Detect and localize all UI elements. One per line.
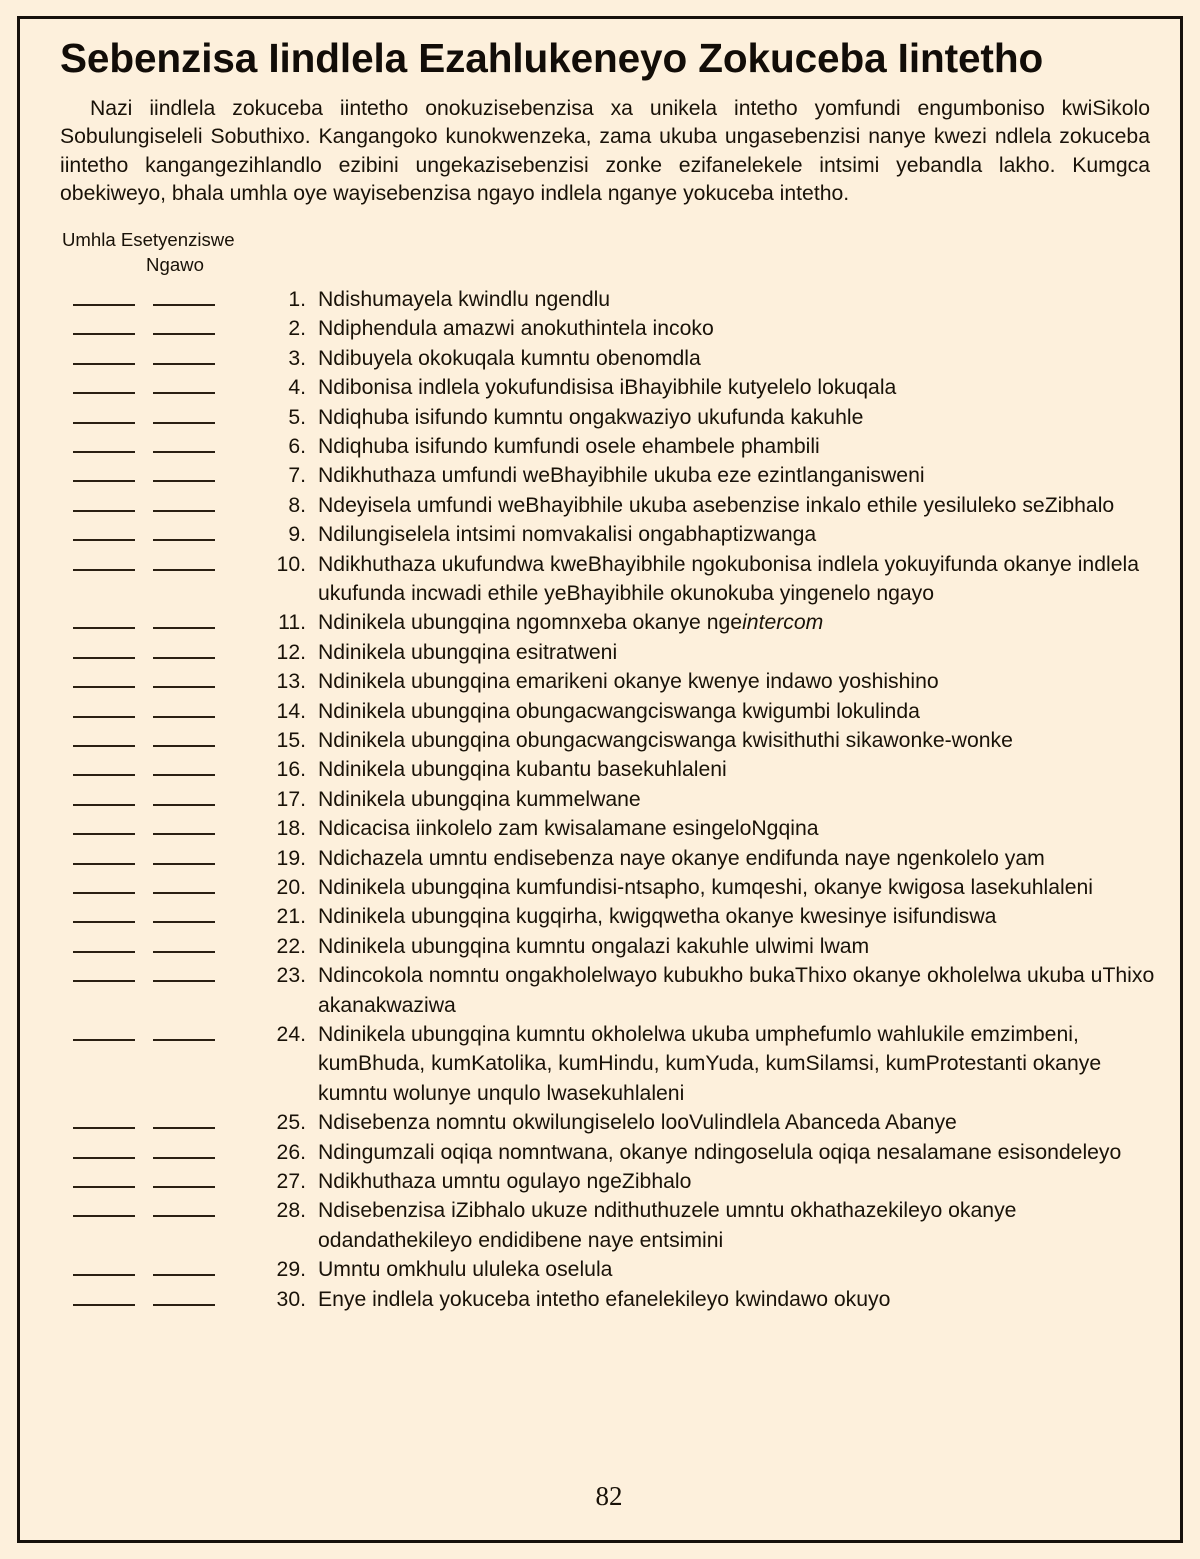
item-text: Ndinikela ubungqina kumfundisi-ntsapho, kumqeshi, okanye kwigosa lasekuhlaleni: [318, 876, 1093, 900]
date-blank-group[interactable]: [60, 961, 260, 982]
page-content: [60, 37, 1158, 1530]
checklist-row: [60, 432, 1158, 461]
item-text: Ndinikela ubungqina kumntu okholelwa ukuba umphefumlo wahlukile emzimbeni, kumBhuda, kumKatolika, kumHindu, kumYuda, kumSilamsi, kumProtestanti okanye kumntu wolunye unqulo lwasekuhlaleni: [318, 1023, 1102, 1105]
date-blank-first[interactable]: [73, 1186, 135, 1188]
item-text: Ndinikela ubungqina esitratweni: [318, 640, 618, 664]
date-blank-group[interactable]: [60, 1108, 260, 1129]
date-blank-second[interactable]: [153, 569, 215, 571]
date-blank-group[interactable]: [60, 638, 260, 659]
date-blank-first[interactable]: [73, 863, 135, 865]
item-text: Ndiqhuba isifundo kumntu ongakwaziyo ukufunda kakuhle: [318, 405, 864, 429]
date-blank-first[interactable]: [73, 363, 135, 365]
item-number: 14.: [276, 699, 306, 723]
date-blank-second[interactable]: [153, 392, 215, 394]
checklist-row: [60, 344, 1158, 373]
item-text: Ndisebenzisa iZibhalo ukuze ndithuthuzele umntu okhathazekileyo okanye odandathekileyo endidibene naye entsimini: [318, 1199, 1017, 1252]
checklist-row: [60, 373, 1158, 402]
date-blank-group[interactable]: [60, 432, 260, 453]
date-blank-first[interactable]: [73, 510, 135, 512]
checklist-row: [60, 785, 1158, 814]
checklist-row: [60, 1196, 1158, 1255]
page-title: Sebenzisa Iindlela Ezahlukeneyo Zokuceba Iintetho: [60, 35, 1044, 81]
date-blank-first[interactable]: [73, 745, 135, 747]
item-number: 22.: [276, 934, 306, 958]
date-blank-second[interactable]: [153, 716, 215, 718]
item-number: 18.: [276, 817, 306, 841]
date-blank-second[interactable]: [153, 804, 215, 806]
checklist-row: [60, 902, 1158, 931]
item-text: Ndicacisa iinkolelo zam kwisalamane esingeloNgqina: [318, 817, 819, 841]
date-blank-group[interactable]: [60, 520, 260, 541]
item-number: 23.: [276, 964, 306, 988]
checklist-row: [60, 491, 1158, 520]
date-blank-group[interactable]: [60, 285, 260, 306]
item-text: Ndinikela ubungqina kumntu ongalazi kakuhle ulwimi lwam: [318, 934, 870, 958]
date-blank-first[interactable]: [73, 921, 135, 923]
column-header-line1: Umhla Esetyenziswe: [62, 228, 235, 250]
item-text: Umntu omkhulu ululeka oselula: [318, 1258, 613, 1282]
checklist-row: [60, 667, 1158, 696]
item-number: 2.: [288, 317, 306, 341]
item-number: 30.: [276, 1287, 306, 1311]
item-number: 1.: [288, 287, 306, 311]
date-blank-first[interactable]: [73, 480, 135, 482]
date-blank-group[interactable]: [60, 314, 260, 335]
item-number: 5.: [288, 405, 306, 429]
date-blank-first[interactable]: [73, 657, 135, 659]
date-blank-group[interactable]: [60, 1285, 260, 1306]
date-blank-second[interactable]: [153, 1304, 215, 1306]
date-blank-first[interactable]: [73, 627, 135, 629]
date-blank-first[interactable]: [73, 774, 135, 776]
date-blank-first[interactable]: [73, 804, 135, 806]
date-blank-group[interactable]: [60, 755, 260, 776]
date-blank-group[interactable]: [60, 785, 260, 806]
item-number: 20.: [276, 876, 306, 900]
date-blank-first[interactable]: [73, 1039, 135, 1041]
checklist-row: [60, 1108, 1158, 1137]
item-number: 27.: [276, 1170, 306, 1194]
item-number: 7.: [288, 464, 306, 488]
item-text: Enye indlela yokuceba intetho efanelekileyo kwindawo okuyo: [318, 1287, 891, 1311]
item-text: Ndichazela umntu endisebenza naye okanye endifunda naye ngenkolelo yam: [318, 846, 1045, 870]
item-text: Ndinikela ubungqina emarikeni okanye kwenye indawo yoshishino: [318, 670, 939, 694]
date-blank-second[interactable]: [153, 510, 215, 512]
date-blank-second[interactable]: [153, 539, 215, 541]
date-blank-group[interactable]: [60, 1020, 260, 1041]
checklist-row: [60, 1285, 1158, 1314]
checklist-row: [60, 1020, 1158, 1108]
item-text: Ndibonisa indlela yokufundisisa iBhayibhile kutyelelo lokuqala: [318, 376, 897, 400]
item-text: Ndiqhuba isifundo kumfundi osele ehambele phambili: [318, 434, 820, 458]
item-text-italic: intercom: [742, 611, 824, 635]
date-blank-group[interactable]: [60, 726, 260, 747]
item-number: 11.: [278, 611, 306, 635]
date-blank-second[interactable]: [153, 892, 215, 894]
date-blank-second[interactable]: [153, 774, 215, 776]
item-text: Ndiphendula amazwi anokuthintela incoko: [318, 317, 714, 341]
date-blank-first[interactable]: [73, 569, 135, 571]
date-blank-second[interactable]: [153, 951, 215, 953]
date-blank-second[interactable]: [153, 627, 215, 629]
column-header-line2: Ngawo: [146, 253, 204, 275]
date-blank-first[interactable]: [73, 1274, 135, 1276]
date-blank-second[interactable]: [153, 921, 215, 923]
item-number: 21.: [276, 905, 306, 929]
date-blank-group[interactable]: [60, 1255, 260, 1276]
checklist-row: [60, 873, 1158, 902]
date-blank-second[interactable]: [153, 333, 215, 335]
date-blank-first[interactable]: [73, 980, 135, 982]
item-number: 8.: [288, 493, 306, 517]
date-blank-group[interactable]: [60, 1138, 260, 1159]
date-blank-second[interactable]: [153, 686, 215, 688]
date-blank-first[interactable]: [73, 1127, 135, 1129]
date-blank-group[interactable]: [60, 873, 260, 894]
checklist-row: [60, 932, 1158, 961]
checklist-row: [60, 638, 1158, 667]
date-blank-first[interactable]: [73, 892, 135, 894]
date-blank-group[interactable]: [60, 844, 260, 865]
date-blank-group[interactable]: [60, 1167, 260, 1188]
item-number: 12.: [276, 640, 306, 664]
item-text: Ndikhuthaza ukufundwa kweBhayibhile ngokubonisa indlela yokuyifunda okanye indlela ukufunda incwadi ethile yeBhayibhile okunokuba yingenelo ngayo: [318, 552, 1139, 605]
date-blank-first[interactable]: [73, 304, 135, 306]
intro-paragraph: Nazi iindlela zokuceba iintetho onokuzisebenzisa xa unikela intetho yomfundi engumboniso kwiSikolo Sobulungiseleli Sobuthixo. Kangangoko kunokwenzeka, zama ukuba ungasebenzisi nanye kwezi ndlela zokuceba iintetho kangangezihlandlo ezibini ungekazisebenzisi zonke ezifanelekele intsimi yebandla lakho. Kumgca obekiweyo, bhala umhla oye wayisebenzisa ngayo indlela nganye yokuceba intetho.: [60, 96, 1150, 206]
date-blank-first[interactable]: [73, 1215, 135, 1217]
checklist-row: [60, 1167, 1158, 1196]
item-text: Ndishumayela kwindlu ngendlu: [318, 287, 611, 311]
date-blank-group[interactable]: [60, 697, 260, 718]
date-blank-first[interactable]: [73, 422, 135, 424]
item-number: 17.: [276, 787, 306, 811]
checklist-row: [60, 285, 1158, 314]
date-blank-second[interactable]: [153, 1215, 215, 1217]
date-blank-first[interactable]: [73, 333, 135, 335]
item-number: 25.: [276, 1111, 306, 1135]
checklist-row: [60, 550, 1158, 609]
date-blank-first[interactable]: [73, 833, 135, 835]
date-blank-group[interactable]: [60, 1196, 260, 1217]
date-blank-group[interactable]: [60, 403, 260, 424]
item-text: Ndeyisela umfundi weBhayibhile ukuba asebenzise inkalo ethile yesiluleko seZibhalo: [318, 493, 1115, 517]
item-number: 13.: [276, 670, 306, 694]
date-blank-second[interactable]: [153, 451, 215, 453]
checklist-row: [60, 844, 1158, 873]
date-blank-second[interactable]: [153, 304, 215, 306]
column-header: [60, 227, 268, 277]
date-blank-second[interactable]: [153, 657, 215, 659]
item-text: [306, 608, 1158, 637]
item-text: Ndikhuthaza umfundi weBhayibhile ukuba eze ezintlanganisweni: [318, 464, 925, 488]
date-blank-group[interactable]: [60, 461, 260, 482]
item-text: Ndinikela ubungqina kubantu basekuhlaleni: [318, 758, 727, 782]
checklist-row: [60, 520, 1158, 549]
item-text: Ndingumzali oqiqa nomntwana, okanye ndingoselula oqiqa nesalamane esisondeleyo: [318, 1140, 1122, 1164]
date-blank-second[interactable]: [153, 1127, 215, 1129]
page-number: 82: [595, 1481, 623, 1511]
page-border-frame: [17, 16, 1183, 1543]
item-text: Ndibuyela okokuqala kumntu obenomdla: [318, 346, 701, 370]
checklist-row: [60, 1138, 1158, 1167]
item-text: Ndikhuthaza umntu ogulayo ngeZibhalo: [318, 1170, 692, 1194]
checklist-row: [60, 726, 1158, 755]
item-text: Ndinikela ubungqina obungacwangciswanga kwisithuthi sikawonke-wonke: [318, 728, 1013, 752]
date-blank-first[interactable]: [73, 539, 135, 541]
date-blank-group[interactable]: [60, 667, 260, 688]
date-blank-second[interactable]: [153, 980, 215, 982]
item-number: 29.: [276, 1258, 306, 1282]
checklist-row: [60, 697, 1158, 726]
date-blank-second[interactable]: [153, 422, 215, 424]
item-number: 26.: [276, 1140, 306, 1164]
checklist-row: [60, 403, 1158, 432]
checklist-row: [60, 961, 1158, 1020]
date-blank-group[interactable]: [60, 608, 260, 629]
date-blank-group[interactable]: [60, 902, 260, 923]
item-number: 9.: [288, 523, 306, 547]
item-number: 16.: [276, 758, 306, 782]
date-blank-first[interactable]: [73, 951, 135, 953]
item-text-main: Ndinikela ubungqina ngomnxeba okanye nge: [318, 611, 743, 635]
item-text: Ndinikela ubungqina kummelwane: [318, 787, 641, 811]
date-blank-second[interactable]: [153, 1186, 215, 1188]
date-blank-second[interactable]: [153, 363, 215, 365]
date-blank-group[interactable]: [60, 491, 260, 512]
checklist-row: [60, 814, 1158, 843]
date-blank-second[interactable]: [153, 863, 215, 865]
checklist-row: [60, 314, 1158, 343]
item-number: 15.: [276, 728, 306, 752]
date-blank-first[interactable]: [73, 716, 135, 718]
item-text: Ndinikela ubungqina kugqirha, kwigqwetha okanye kwesinye isifundiswa: [318, 905, 997, 929]
checklist-row: [60, 608, 1158, 637]
date-blank-second[interactable]: [153, 833, 215, 835]
date-blank-first[interactable]: [73, 1157, 135, 1159]
date-blank-second[interactable]: [153, 1274, 215, 1276]
item-number: 24.: [276, 1023, 306, 1047]
item-number: 3.: [288, 346, 306, 370]
date-blank-first[interactable]: [73, 1304, 135, 1306]
date-blank-group[interactable]: [60, 344, 260, 365]
date-blank-second[interactable]: [153, 1157, 215, 1159]
date-blank-group[interactable]: [60, 373, 260, 394]
item-number: 28.: [276, 1199, 306, 1223]
date-blank-second[interactable]: [153, 480, 215, 482]
date-blank-group[interactable]: [60, 550, 260, 571]
item-text: Ndinikela ubungqina obungacwangciswanga kwigumbi lokulinda: [318, 699, 920, 723]
item-text: Ndisebenza nomntu okwilungiselelo looVulindlela Abanceda Abanye: [318, 1111, 957, 1135]
date-blank-second[interactable]: [153, 745, 215, 747]
item-text: Ndincokola nomntu ongakholelwayo kubukho bukaThixo okanye okholelwa ukuba uThixo akanakwaziwa: [318, 964, 1155, 1017]
checklist-row: [60, 1255, 1158, 1284]
date-blank-second[interactable]: [153, 1039, 215, 1041]
checklist-row: [60, 755, 1158, 784]
date-blank-first[interactable]: [73, 686, 135, 688]
checklist-row: [60, 461, 1158, 490]
date-blank-first[interactable]: [73, 392, 135, 394]
item-number: 10.: [276, 552, 306, 576]
date-blank-group[interactable]: [60, 932, 260, 953]
date-blank-group[interactable]: [60, 814, 260, 835]
item-number: 6.: [288, 434, 306, 458]
item-number: 4.: [288, 376, 306, 400]
item-number: 19.: [276, 846, 306, 870]
date-blank-first[interactable]: [73, 451, 135, 453]
speech-preparation-checklist: [60, 285, 1158, 1314]
item-text: Ndilungiselela intsimi nomvakalisi ongabhaptizwanga: [318, 523, 817, 547]
